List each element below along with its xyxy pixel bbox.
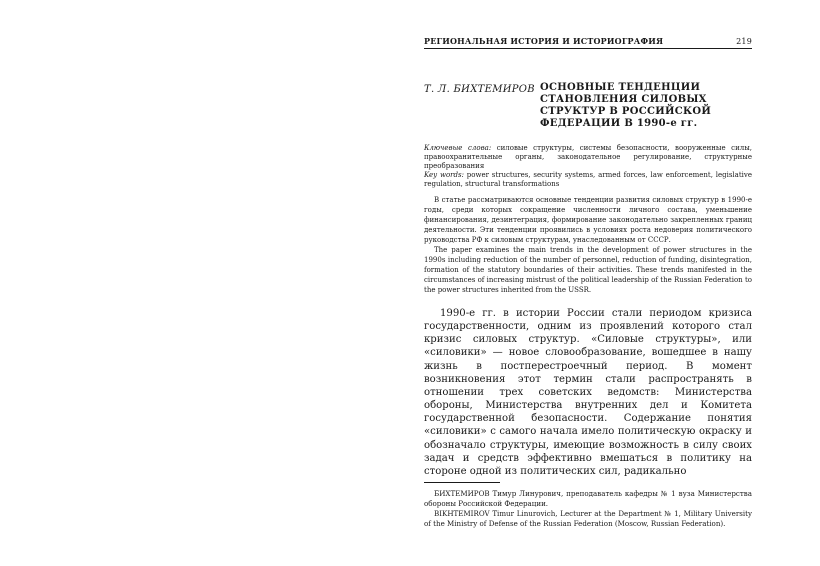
abstract-block <box>424 195 752 295</box>
page-number: 219 <box>736 37 752 46</box>
keywords-block <box>424 144 752 189</box>
keywords-en-label: Key words: <box>424 171 464 179</box>
keywords-ru-text: силовые структуры, системы безопасности, вооруженные силы, правоохранительные органы, законодательное регулирование, структурные преобразования <box>424 144 752 170</box>
article-title: ОСНОВНЫЕ ТЕНДЕНЦИИ СТАНОВЛЕНИЯ СИЛОВЫХ СТРУКТУР В РОССИЙСКОЙ ФЕДЕРАЦИИ В 1990-е гг. <box>540 82 712 129</box>
keywords-en <box>424 171 752 189</box>
body-paragraph: 1990-е гг. в истории России стали периодом кризиса государственности, одним из проявлений которого стал кризис силовых структур. «Силовые структуры», или «силовики» — новое словообразование, вошедшее в нашу жизнь в постперестроечный период. В момент возникновения этот термин стали распространять в отношении трех советских ведомств: Министерства обороны, Министерства внутренних дел и Комитета государственной безопасности. Содержание понятия «силовики» с самого начала имело политическую окраску и обозначало структуры, имеющие возможность в силу своих задач и средств эффективно вмешаться в политику на стороне одной из политических сил, радикально <box>424 308 752 477</box>
abstract-ru: В статье рассматриваются основные тенденции развития силовых структур в 1990-е годы, среди которых сокращение численности личного состава, уменьшение финансирования, дезинтеграция, формирование законодательно закрепленных границ деятельности. Эти тенденции проявились в условиях роста недоверия политического руководства РФ к силовым структурам, унаследованным от СССР. <box>424 196 752 244</box>
footnote-ru: БИХТЕМИРОВ Тимур Линурович, преподаватель кафедры № 1 вуза Министерства обороны Российской Федерации. <box>424 489 752 509</box>
footnote-en: BIKHTEMIROV Timur Linurovich, Lecturer at the Department № 1, Military University of the Ministry of Defense of the Russian Federation (Moscow, Russian Federation). <box>424 509 752 529</box>
journal-page <box>424 36 752 529</box>
footnote-block <box>424 489 752 529</box>
footnote-divider <box>424 482 500 483</box>
article-header <box>424 82 752 130</box>
author-name: Т. Л. БИХТЕМИРОВ <box>424 84 535 95</box>
keywords-ru-label: Ключевые слова: <box>424 144 492 152</box>
keywords-ru <box>424 144 752 171</box>
main-text <box>424 307 752 478</box>
abstract-en: The paper examines the main trends in the development of power structures in the 1990s including reduction of the number of personnel, reduction of funding, disintegration, formation of the statutory boundaries of their activities. These trends manifested in the circumstances of increasing mistrust of the political leadership of the Russian Federation to the power structures inherited from the USSR. <box>424 246 752 294</box>
keywords-en-text: power structures, security systems, armed forces, law enforcement, legislative regulation, structural transformations <box>424 171 752 188</box>
section-title: РЕГИОНАЛЬНАЯ ИСТОРИЯ И ИСТОРИОГРАФИЯ <box>424 36 664 46</box>
running-head <box>424 36 752 49</box>
